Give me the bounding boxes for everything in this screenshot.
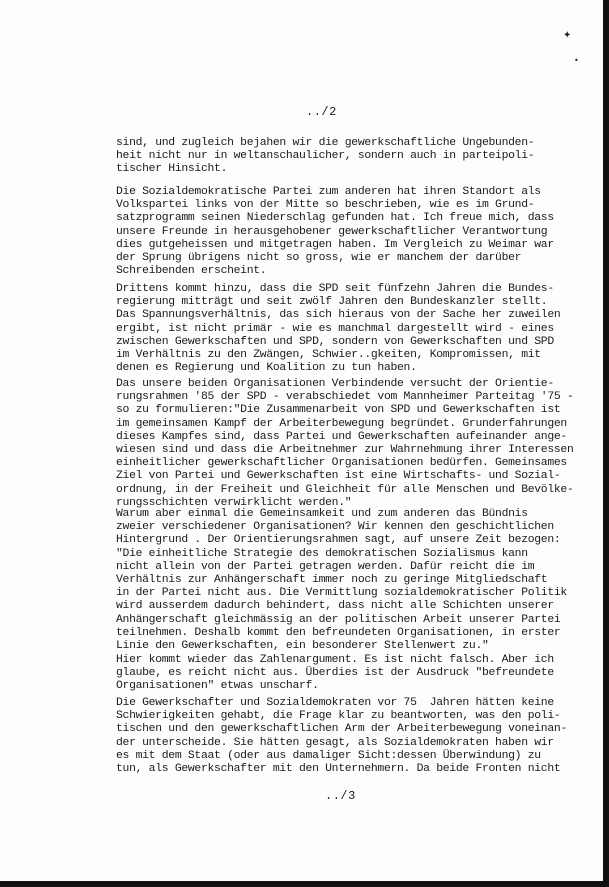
text-line: es mit dem Staat (oder aus damaliger Sicht:dessen Überwindung) zu <box>116 749 541 762</box>
text-line: unsere Freunde in herausgehobener gewerkschaftlicher Verantwortung <box>116 225 548 238</box>
text-line: im Verhältnis zu den Zwängen, Schwier..gkeiten, Kompromissen, mit <box>116 349 541 362</box>
text-line: Die Sozialdemokratische Partei zum anderen hat ihren Standort als <box>116 186 541 198</box>
text-line: zweier verschiedener Organisationen? Wir kennen den geschichtlichen <box>116 521 554 534</box>
text-line: Organisationen" etwas unscharf. <box>116 680 319 693</box>
text-line: dieses Kampfes sind, dass Partei und Gewerkschaften aufeinander ange- <box>116 430 567 443</box>
text-line: zwischen Gewerkschaften und SPD, sondern von Gewerkschaften und SPD <box>116 335 554 348</box>
paragraph-5 <box>116 508 598 653</box>
text-line: wiesen sind und dass die Arbeitnehmer zur Wahrnehmung ihrer Interessen <box>116 444 574 457</box>
text-line: Drittens kommt hinzu, dass die SPD seit fünfzehn Jahren die Bundes- <box>116 283 554 295</box>
scan-speck-mark: ✦ <box>563 30 572 41</box>
text-line: glaube, es reicht nicht aus. Überdies ist der Ausdruck "befreundete <box>116 667 554 680</box>
text-line: regierung mitträgt und seit zwölf Jahren den Bundeskanzler stellt. <box>116 296 548 309</box>
text-line: tischer Hinsicht. <box>116 163 228 176</box>
text-line: in der Partei nicht aus. Die Vermittlung sozialdemokratischer Politik <box>116 587 567 600</box>
text-line: nicht allein von der Partei getragen werden. Dafür reicht die im <box>116 560 535 573</box>
text-line: rungsschichten verwirklicht werden." <box>116 496 352 509</box>
page-reference-top: ../2 <box>306 105 337 119</box>
text-line: ergibt, ist nicht primär - wie es manchmal dargestellt wird - eines <box>116 322 554 335</box>
text-line: Hintergrund . Der Orientierungsrahmen sagt, auf unsere Zeit bezogen: <box>116 534 561 547</box>
text-line: Das Spannungsverhältnis, das sich hieraus von der Sache her zuweilen <box>116 309 561 322</box>
text-line: Verhältnis zur Anhängerschaft immer noch zu geringe Mitgliedschaft <box>116 574 548 587</box>
text-line: Anhängerschaft gleichmässig an der politischen Arbeit unserer Partei <box>116 613 561 626</box>
text-line: Hier kommt wieder das Zahlenargument. Es ist nicht falsch. Aber ich <box>116 654 554 666</box>
text-line: teilnehmen. Deshalb kommt den befreundeten Organisationen, in erster <box>116 626 561 639</box>
text-line: denen es Regierung und Koalition zu tun haben. <box>116 362 417 375</box>
text-line: ordnung, in der Freiheit und Gleichheit für alle Menschen und Bevölke- <box>116 483 574 496</box>
text-line: Die Gewerkschafter und Sozialdemokraten vor 75 Jahren hätten keine <box>116 697 554 709</box>
text-line: Schwierigkeiten gehabt, die Frage klar zu beantworten, was den poli- <box>116 710 561 723</box>
text-line: der Sprung übrigens nicht so gross, wie er manchem der darüber <box>116 252 522 265</box>
scan-speck-mark: • <box>574 56 579 65</box>
text-line: Volkspartei links von der Mitte so beschrieben, wie es im Grund- <box>116 199 535 212</box>
text-line: Schreibenden erscheint. <box>116 265 267 278</box>
text-line: im gemeinsamen Kampf der Arbeiterbewegung begründet. Grunderfahrungen <box>116 417 567 430</box>
text-line: Das unsere beiden Organisationen Verbindende versucht der Orientie- <box>116 378 554 390</box>
text-line: satzprogramm seinen Niederschlag gefunden hat. Ich freue mich, dass <box>116 212 554 225</box>
text-line: der unterscheide. Sie hätten gesagt, als Sozialdemokraten haben wir <box>116 736 554 749</box>
paragraph-1 <box>116 137 598 177</box>
paragraph-2 <box>116 186 598 278</box>
text-line: dies gutgeheissen und mitgetragen haben. Im Vergleich zu Weimar war <box>116 238 554 251</box>
text-line: Linie den Gewerkschaften, ein besonderer Stellenwert zu." <box>116 640 489 653</box>
text-line: so zu formulieren:"Die Zusammenarbeit von SPD und Gewerkschaften ist <box>116 404 561 417</box>
page-reference-bottom: ../3 <box>325 789 356 803</box>
text-line: sind, und zugleich bejahen wir die gewerkschaftliche Ungebunden- <box>116 137 535 149</box>
paragraph-4 <box>116 378 598 510</box>
text-line: "Die einheitliche Strategie des demokratischen Sozialismus kann <box>116 547 528 560</box>
text-line: tun, als Gewerkschafter mit den Unternehmern. Da beide Fronten nicht <box>116 763 561 776</box>
paragraph-6 <box>116 654 598 694</box>
text-line: Warum aber einmal die Gemeinsamkeit und zum anderen das Bündnis <box>116 508 528 520</box>
text-line: einheitlicher gewerkschaftlicher Organisationen bedürfen. Gemeinsames <box>116 457 567 470</box>
paragraph-7 <box>116 697 598 776</box>
text-line: wird ausserdem dadurch behindert, dass nicht alle Schichten unserer <box>116 600 554 613</box>
paragraph-3 <box>116 283 598 375</box>
text-line: rungsrahmen '85 der SPD - verabschiedet vom Mannheimer Parteitag '75 - <box>116 391 574 404</box>
text-line: Ziel von Partei und Gewerkschaften ist eine Wirtschafts- und Sozial- <box>116 470 561 483</box>
text-line: tischen und den gewerkschaftlichen Arm der Arbeiterbewegung voneinan- <box>116 723 567 736</box>
text-line: heit nicht nur in weltanschaulicher, sondern auch in parteipoli- <box>116 150 535 163</box>
